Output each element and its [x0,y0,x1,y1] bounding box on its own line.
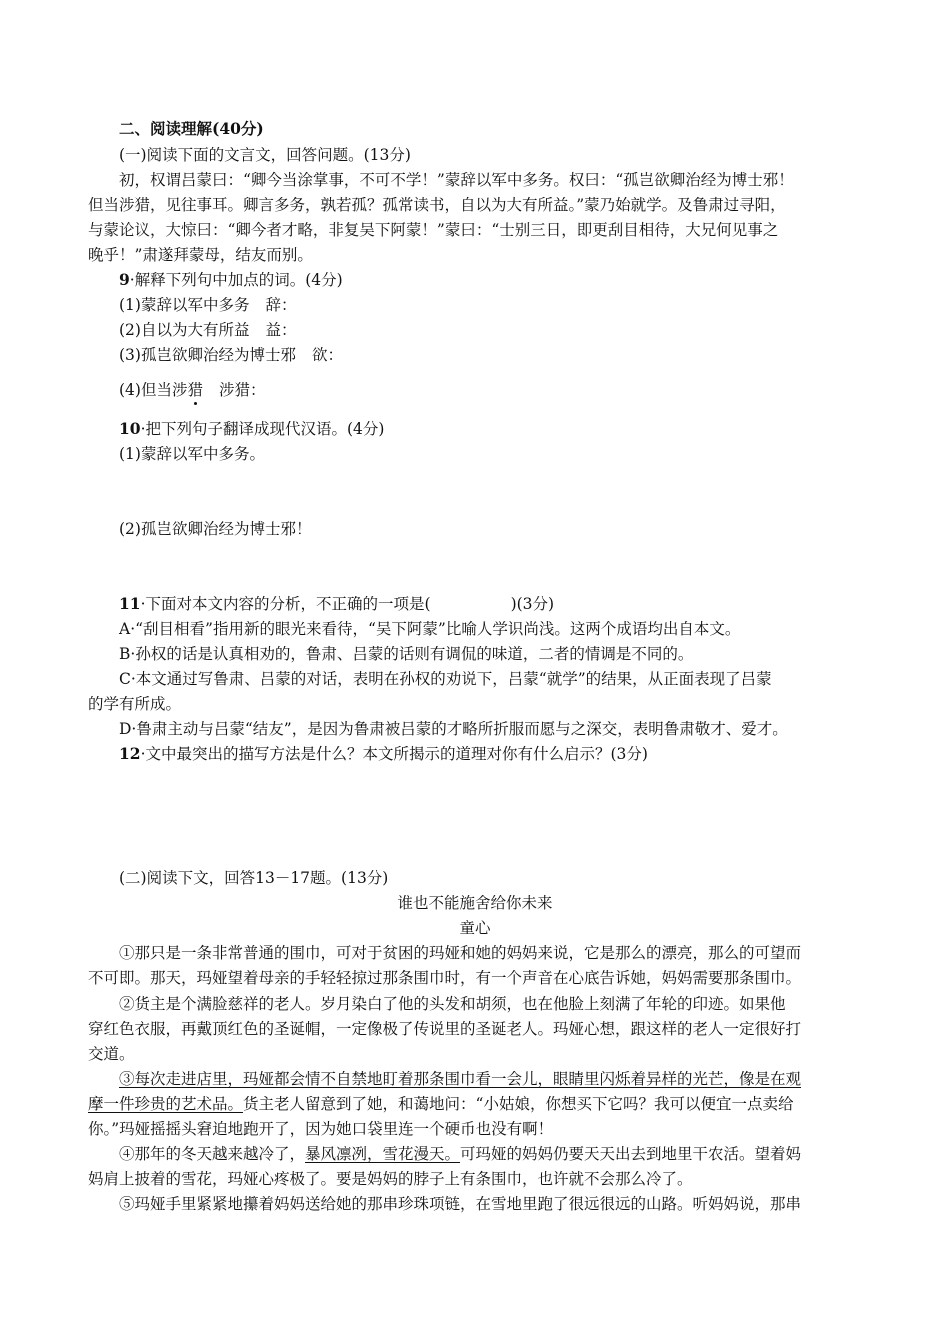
paragraph-4 [119,1144,801,1164]
option-a: A·“刮目相看”指用新的眼光来看待，“吴下阿蒙”比喻人学识尚浅。这两个成语均出自本文。 [119,620,741,638]
question-number: 12 [119,744,141,763]
paragraph-3: ③每次走进店里，玛娅都会情不自禁地盯着那条围巾看一会儿，眼睛里闪烁着异样的光芒，像是在观 [119,1070,802,1088]
option-b: B·孙权的话是认真相劝的，鲁肃、吕蒙的话则有调侃的味道，二者的情调是不同的。 [119,645,694,663]
underlined-text: 摩一件珍贵的艺术品。 [88,1095,244,1113]
q9-word: 涉猎： [218,381,266,399]
q9-item [119,345,343,365]
question-12 [119,744,648,764]
question-10 [119,419,384,439]
q9-sentence: (1)蒙辞以军中多务 [119,296,250,314]
paragraph-2: ②货主是个满脸慈祥的老人。岁月染白了他的头发和胡须，也在他脸上刻满了年轮的印迹。如果他 [119,995,786,1013]
dotted-character: 猎 [187,381,203,399]
q9-item [119,295,296,315]
paragraph-3-cont [88,1094,793,1114]
paragraph-4-cont: 妈肩上披着的雪花，玛娅心疼极了。要是妈妈的脖子上有条围巾，也许就不会那么冷了。 [88,1170,693,1188]
question-text: ·解释下列句中加点的词。(4分) [129,271,343,289]
option-c-cont: 的学有所成。 [88,695,182,713]
q9-sentence: (4)但当涉 [119,381,188,399]
question-11 [119,594,554,614]
question-text: ·把下列句子翻译成现代汉语。(4分) [140,420,385,438]
q9-item [119,320,296,340]
question-text: ·下面对本文内容的分析，不正确的一项是( [140,595,431,613]
paragraph-5: ⑤玛娅手里紧紧地攥着妈妈送给她的那串珍珠项链，在雪地里跑了很远很远的山路。听妈妈说，那串 [119,1195,802,1213]
section-heading: 二、阅读理解(40分) [119,119,264,138]
q10-item: (2)孤岂欲卿治经为博士邪！ [119,520,312,538]
passage-line: 晚乎！”肃遂拜蒙母，结友而别。 [88,246,313,264]
q9-sentence: (2)自以为大有所益 [119,321,250,339]
option-d: D·鲁肃主动与吕蒙“结友”，是因为鲁肃被吕蒙的才略所折服而愿与之深交，表明鲁肃敬才、爱才。 [119,720,788,738]
option-c: C·本文通过写鲁肃、吕蒙的对话，表明在孙权的劝说下，吕蒙“就学”的结果，从正面表现了吕蒙 [119,670,772,688]
passage-line: 但当涉猎，见往事耳。卿言多务，孰若孤？孤常读书，自以为大有所益。”蒙乃始就学。及鲁肃过寻阳， [88,196,786,214]
q9-sentence: (3)孤岂欲卿治经为博士邪 [119,346,296,364]
q9-word: 欲： [311,346,343,364]
q9-item [119,380,266,400]
plain-text: ④那年的冬天越来越冷了， [119,1145,306,1163]
paragraph-2-cont: 交道。 [88,1045,135,1063]
underlined-text: 暴风凛冽，雪花漫天。 [305,1145,461,1163]
question-number: 11 [119,594,141,613]
paragraph-1-cont: 不可即。那天，玛娅望着母亲的手轻轻掠过那条围巾时，有一个声音在心底告诉她，妈妈需要那条围巾。 [88,969,802,987]
q9-word: 益： [265,321,297,339]
q9-word: 辞： [265,296,297,314]
paragraph-2-cont: 穿红色衣服，再戴顶红色的圣诞帽，一定像极了传说里的圣诞老人。玛娅心想，跟这样的老人一定很好打 [88,1020,802,1038]
article-title: 谁也不能施舍给你未来 [397,894,553,912]
paragraph-1: ①那只是一条非常普通的围巾，可对于贫困的玛娅和她的妈妈来说，它是那么的漂亮，那么的可望而 [119,944,802,962]
question-9 [119,270,343,290]
question-number: 10 [119,419,141,438]
question-text: ·文中最突出的描写方法是什么？本文所揭示的道理对你有什么启示？(3分) [140,745,648,763]
part1-intro: (一)阅读下面的文言文，回答问题。(13分) [119,146,411,164]
passage-line: 与蒙论议，大惊曰：“卿今者才略，非复吴下阿蒙！”蒙曰：“士别三日，即更刮目相待，大兄何见事之 [88,221,779,239]
plain-text: 货主老人留意到了她，和蔼地问：“小姑娘，你想买下它吗？我可以便宜一点卖给 [243,1095,794,1113]
passage-line: 初，权谓吕蒙曰：“卿今当涂掌事，不可不学！”蒙辞以军中多务。权曰：“孤岂欲卿治经为博士邪！ [119,171,794,189]
q10-item: (1)蒙辞以军中多务。 [119,445,265,463]
question-number: 9 [119,270,130,289]
plain-text: 可玛娅的妈妈仍要天天出去到地里干农活。望着妈 [460,1145,802,1163]
question-score: )(3分) [510,595,555,613]
paragraph-3-cont: 你。”玛娅摇摇头窘迫地跑开了，因为她口袋里连一个硬币也没有啊！ [88,1120,554,1138]
article-author: 童心 [459,919,491,937]
part2-intro: (二)阅读下文，回答13－17题。(13分) [119,869,389,887]
